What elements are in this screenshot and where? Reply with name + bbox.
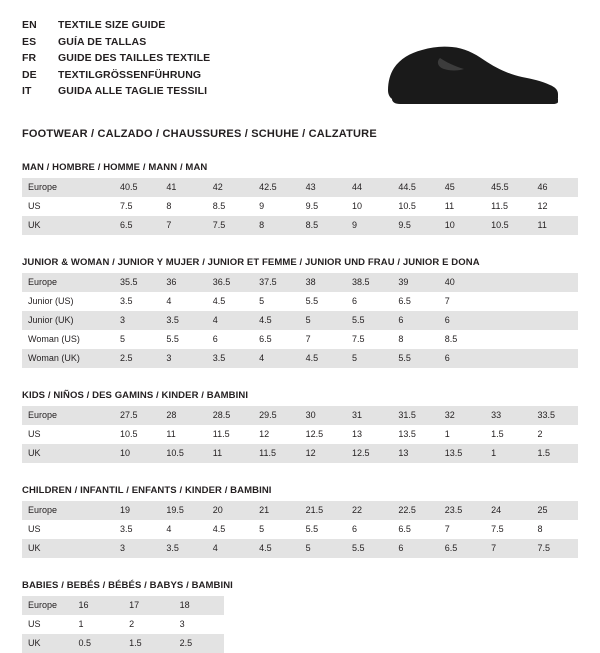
cell: 3 xyxy=(160,349,206,368)
table-row xyxy=(22,615,578,634)
cell: 9 xyxy=(253,197,299,216)
cell: 8 xyxy=(392,330,438,349)
cell: 12.5 xyxy=(300,425,346,444)
cell: 40.5 xyxy=(114,178,160,197)
language-title: TEXTILE SIZE GUIDE xyxy=(58,19,166,31)
cell: 44.5 xyxy=(392,178,438,197)
cell: 39 xyxy=(392,273,438,292)
cell: 11.5 xyxy=(485,197,531,216)
cell: 10 xyxy=(439,216,485,235)
table-row xyxy=(22,292,578,311)
cell xyxy=(532,330,578,349)
cell xyxy=(527,596,578,615)
cell xyxy=(477,596,528,615)
cell: 4 xyxy=(207,539,253,558)
row-label: UK xyxy=(22,216,114,235)
cell: 9.5 xyxy=(300,197,346,216)
cell: 42.5 xyxy=(253,178,299,197)
cell: 7 xyxy=(439,520,485,539)
cell: 3.5 xyxy=(114,520,160,539)
cell xyxy=(532,311,578,330)
cell: 23.5 xyxy=(439,501,485,520)
cell: 3.5 xyxy=(160,311,206,330)
cell: 37.5 xyxy=(253,273,299,292)
cell: 5.5 xyxy=(346,539,392,558)
row-label: UK xyxy=(22,444,114,463)
cell: 43 xyxy=(300,178,346,197)
row-label: Europe xyxy=(22,596,73,615)
language-row xyxy=(22,84,210,100)
cell: 9.5 xyxy=(392,216,438,235)
cell: 11 xyxy=(532,216,578,235)
cell xyxy=(532,273,578,292)
cell: 38.5 xyxy=(346,273,392,292)
cell: 21.5 xyxy=(300,501,346,520)
language-title: GUÍA DE TALLAS xyxy=(58,35,147,48)
cell: 5.5 xyxy=(392,349,438,368)
group-junior-woman xyxy=(22,257,578,368)
cell: 10 xyxy=(346,197,392,216)
cell: 24 xyxy=(485,501,531,520)
cell: 5 xyxy=(253,520,299,539)
cell: 11 xyxy=(160,425,206,444)
cell: 11.5 xyxy=(207,425,253,444)
cell xyxy=(224,615,275,634)
cell: 31.5 xyxy=(392,406,438,425)
cell: 6 xyxy=(392,311,438,330)
cell: 1.5 xyxy=(485,425,531,444)
cell: 16 xyxy=(73,596,124,615)
table-row xyxy=(22,178,578,197)
table-row xyxy=(22,634,578,653)
language-title: GUIDA ALLE TAGLIE TESSILI xyxy=(58,85,208,97)
row-label: UK xyxy=(22,539,114,558)
cell: 8 xyxy=(160,197,206,216)
cell: 3 xyxy=(114,311,160,330)
cell: 0.5 xyxy=(73,634,124,653)
cell: 41 xyxy=(160,178,206,197)
cell: 1.5 xyxy=(532,444,578,463)
row-label: Europe xyxy=(22,178,114,197)
cell: 7 xyxy=(160,216,206,235)
group-title: KIDS / NIÑOS / DES GAMINS / KINDER / BAMBINI xyxy=(22,390,249,401)
row-label: US xyxy=(22,615,73,634)
cell: 20 xyxy=(207,501,253,520)
size-table xyxy=(22,596,578,653)
cell: 44 xyxy=(346,178,392,197)
cell: 4.5 xyxy=(207,292,253,311)
cell: 6.5 xyxy=(392,292,438,311)
cell: 25 xyxy=(532,501,578,520)
cell: 38 xyxy=(300,273,346,292)
cell: 4 xyxy=(160,292,206,311)
cell: 6 xyxy=(439,311,485,330)
cell xyxy=(224,596,275,615)
cell: 2 xyxy=(532,425,578,444)
header xyxy=(22,18,578,111)
cell xyxy=(485,292,531,311)
cell: 5 xyxy=(300,311,346,330)
cell: 33 xyxy=(485,406,531,425)
cell: 7 xyxy=(300,330,346,349)
cell xyxy=(224,634,275,653)
table-row xyxy=(22,311,578,330)
cell xyxy=(275,615,326,634)
table-row xyxy=(22,349,578,368)
group-children xyxy=(22,485,578,558)
size-table xyxy=(22,501,578,558)
group-kids xyxy=(22,390,578,463)
cell: 2.5 xyxy=(174,634,225,653)
row-label: Europe xyxy=(22,501,114,520)
cell: 7 xyxy=(485,539,531,558)
cell: 6 xyxy=(346,292,392,311)
cell: 1 xyxy=(485,444,531,463)
language-code: IT xyxy=(22,85,32,97)
cell: 1 xyxy=(439,425,485,444)
cell: 13 xyxy=(392,444,438,463)
cell: 21 xyxy=(253,501,299,520)
cell: 33.5 xyxy=(532,406,578,425)
table-row xyxy=(22,425,578,444)
cell: 12.5 xyxy=(346,444,392,463)
cell: 6.5 xyxy=(253,330,299,349)
table-row xyxy=(22,444,578,463)
cell: 11 xyxy=(207,444,253,463)
cell xyxy=(477,615,528,634)
language-title: GUIDE DES TAILLES TEXTILE xyxy=(58,52,211,64)
row-label: Junior (UK) xyxy=(22,311,114,330)
cell xyxy=(325,615,376,634)
cell xyxy=(527,634,578,653)
cell xyxy=(532,349,578,368)
cell: 10 xyxy=(114,444,160,463)
group-man xyxy=(22,162,578,235)
cell: 27.5 xyxy=(114,406,160,425)
cell xyxy=(376,615,427,634)
table-row xyxy=(22,539,578,558)
cell: 28.5 xyxy=(207,406,253,425)
cell xyxy=(485,330,531,349)
cell: 2 xyxy=(123,615,174,634)
cell: 7 xyxy=(439,292,485,311)
cell xyxy=(325,596,376,615)
cell: 19.5 xyxy=(160,501,206,520)
cell xyxy=(485,311,531,330)
cell xyxy=(485,349,531,368)
cell: 5 xyxy=(346,349,392,368)
cell: 6.5 xyxy=(439,539,485,558)
cell: 18 xyxy=(174,596,225,615)
language-title: TEXTILGRÖSSENFÜHRUNG xyxy=(58,68,202,81)
footwear-section-title: FOOTWEAR / CALZADO / CHAUSSURES / SCHUHE / CALZATURE xyxy=(22,128,377,140)
cell: 9 xyxy=(346,216,392,235)
cell: 7.5 xyxy=(485,520,531,539)
language-row xyxy=(22,35,210,51)
cell: 5.5 xyxy=(346,311,392,330)
row-label: Europe xyxy=(22,273,114,292)
cell: 2.5 xyxy=(114,349,160,368)
group-babies xyxy=(22,580,578,653)
cell: 8.5 xyxy=(207,197,253,216)
cell: 7.5 xyxy=(114,197,160,216)
cell: 30 xyxy=(300,406,346,425)
group-title: CHILDREN / INFANTIL / ENFANTS / KINDER / BAMBINI xyxy=(22,485,272,496)
cell: 7.5 xyxy=(207,216,253,235)
cell: 6.5 xyxy=(114,216,160,235)
table-row xyxy=(22,330,578,349)
cell: 8 xyxy=(253,216,299,235)
cell: 13 xyxy=(346,425,392,444)
cell: 28 xyxy=(160,406,206,425)
cell xyxy=(426,615,477,634)
row-label: Junior (US) xyxy=(22,292,114,311)
cell: 29.5 xyxy=(253,406,299,425)
cell: 4.5 xyxy=(253,311,299,330)
cell: 4 xyxy=(160,520,206,539)
cell: 36.5 xyxy=(207,273,253,292)
row-label: UK xyxy=(22,634,73,653)
language-code: ES xyxy=(22,35,37,48)
cell: 5 xyxy=(114,330,160,349)
cell: 5.5 xyxy=(300,520,346,539)
cell: 12 xyxy=(300,444,346,463)
cell: 7.5 xyxy=(346,330,392,349)
cell: 3 xyxy=(174,615,225,634)
cell: 1.5 xyxy=(123,634,174,653)
cell: 5 xyxy=(300,539,346,558)
table-row xyxy=(22,197,578,216)
language-code: EN xyxy=(22,19,37,31)
group-title: JUNIOR & WOMAN / JUNIOR Y MUJER / JUNIOR ET FEMME / JUNIOR UND FRAU / JUNIOR E DONA xyxy=(22,257,480,268)
cell: 6 xyxy=(439,349,485,368)
cell: 6 xyxy=(346,520,392,539)
cell xyxy=(376,596,427,615)
cell: 45 xyxy=(439,178,485,197)
cell: 5.5 xyxy=(160,330,206,349)
cell: 22.5 xyxy=(392,501,438,520)
cell xyxy=(376,634,427,653)
cell: 3.5 xyxy=(114,292,160,311)
cell: 6.5 xyxy=(392,520,438,539)
table-row xyxy=(22,596,578,615)
cell: 5.5 xyxy=(300,292,346,311)
cell: 8.5 xyxy=(439,330,485,349)
cell: 17 xyxy=(123,596,174,615)
cell: 35.5 xyxy=(114,273,160,292)
cell: 13.5 xyxy=(439,444,485,463)
cell: 3 xyxy=(114,539,160,558)
cell xyxy=(325,634,376,653)
cell: 11.5 xyxy=(253,444,299,463)
cell: 19 xyxy=(114,501,160,520)
row-label: US xyxy=(22,520,114,539)
cell: 4 xyxy=(253,349,299,368)
cell xyxy=(275,596,326,615)
language-row xyxy=(22,68,210,84)
cell: 10.5 xyxy=(485,216,531,235)
cell: 12 xyxy=(532,197,578,216)
table-row xyxy=(22,501,578,520)
cell: 4 xyxy=(207,311,253,330)
row-label: US xyxy=(22,425,114,444)
cell: 4.5 xyxy=(300,349,346,368)
cell: 10.5 xyxy=(114,425,160,444)
cell: 4.5 xyxy=(253,539,299,558)
cell: 7.5 xyxy=(532,539,578,558)
table-row xyxy=(22,520,578,539)
cell xyxy=(426,634,477,653)
cell: 6 xyxy=(207,330,253,349)
cell: 6 xyxy=(392,539,438,558)
language-code: DE xyxy=(22,68,37,81)
cell: 46 xyxy=(532,178,578,197)
cell xyxy=(485,273,531,292)
cell: 5 xyxy=(253,292,299,311)
language-row xyxy=(22,51,210,67)
size-table xyxy=(22,273,578,368)
cell: 1 xyxy=(73,615,124,634)
cell: 3.5 xyxy=(207,349,253,368)
cell: 45.5 xyxy=(485,178,531,197)
cell: 8.5 xyxy=(300,216,346,235)
cell: 3.5 xyxy=(160,539,206,558)
size-table xyxy=(22,178,578,235)
language-code: FR xyxy=(22,52,37,64)
size-table xyxy=(22,406,578,463)
cell xyxy=(275,634,326,653)
row-label: US xyxy=(22,197,114,216)
cell: 22 xyxy=(346,501,392,520)
row-label: Europe xyxy=(22,406,114,425)
language-row xyxy=(22,18,210,34)
table-row xyxy=(22,273,578,292)
group-title: MAN / HOMBRE / HOMME / MANN / MAN xyxy=(22,162,208,173)
cell xyxy=(532,292,578,311)
cell: 31 xyxy=(346,406,392,425)
cell: 32 xyxy=(439,406,485,425)
dress-shoe-icon xyxy=(380,36,560,111)
cell: 10.5 xyxy=(160,444,206,463)
cell: 4.5 xyxy=(207,520,253,539)
cell xyxy=(426,596,477,615)
cell: 42 xyxy=(207,178,253,197)
table-row xyxy=(22,406,578,425)
cell: 11 xyxy=(439,197,485,216)
language-title-list xyxy=(22,18,210,100)
row-label: Woman (US) xyxy=(22,330,114,349)
table-row xyxy=(22,216,578,235)
cell: 10.5 xyxy=(392,197,438,216)
cell: 8 xyxy=(532,520,578,539)
cell xyxy=(477,634,528,653)
cell: 13.5 xyxy=(392,425,438,444)
cell: 36 xyxy=(160,273,206,292)
cell: 12 xyxy=(253,425,299,444)
group-title: BABIES / BEBÉS / BÉBÉS / BABYS / BAMBINI xyxy=(22,580,233,591)
cell xyxy=(527,615,578,634)
row-label: Woman (UK) xyxy=(22,349,114,368)
cell: 40 xyxy=(439,273,485,292)
